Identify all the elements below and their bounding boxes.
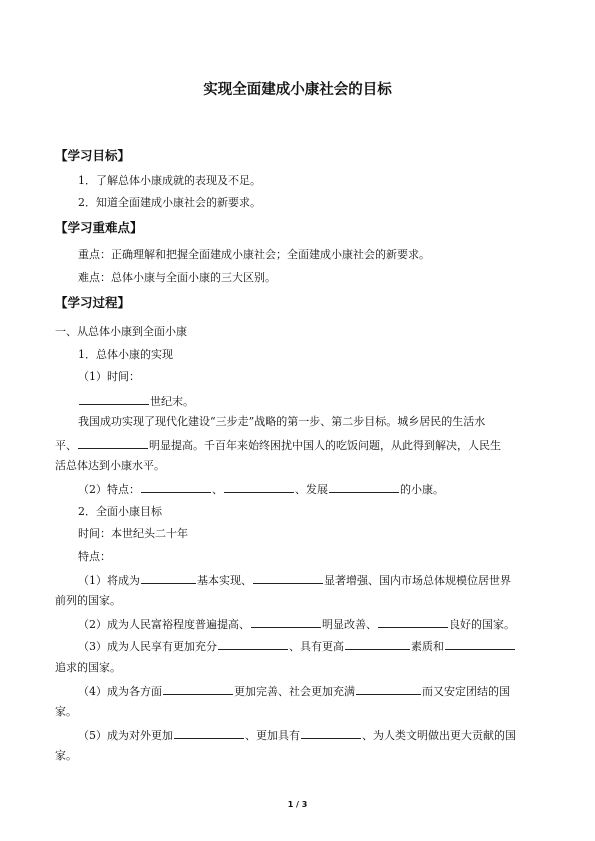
fill-blank[interactable] — [301, 727, 361, 739]
time-label: （1）时间： — [78, 370, 140, 383]
sub-heading-1: 1．总体小康的实现 — [78, 348, 173, 361]
paragraph-line: 活总体达到小康水平。 — [55, 459, 165, 472]
key-focus: 重点：正确理解和把握全面建成小康社会；全面建成小康社会的新要求。 — [78, 248, 430, 261]
feature-5: （5）成为对外更加 、更加具有 、为人类文明做出更大贡献的国 — [78, 729, 516, 742]
section-heading-process: 【学习过程】 — [55, 295, 131, 310]
traits-line: （2）特点： 、 、发展 的小康。 — [78, 483, 444, 496]
fill-blank[interactable] — [141, 481, 211, 493]
paragraph-line: 平、 明显提高。千百年来始终困扰中国人的吃饭问题，从此得到解决，人民生 — [55, 439, 501, 452]
feature-4: （4）成为各方面 更加完善、社会更加充满 而又安定团结的国 — [78, 685, 510, 698]
feature-1-cont: 前列的国家。 — [55, 594, 121, 607]
fill-blank[interactable] — [141, 572, 196, 584]
fill-blank[interactable] — [251, 616, 321, 628]
fill-blank[interactable] — [174, 727, 244, 739]
fill-blank[interactable] — [78, 437, 148, 449]
sub-heading-2: 2．全面小康目标 — [78, 505, 162, 518]
fill-blank[interactable] — [445, 638, 515, 650]
feature-2: （2）成为人民富裕程度普遍提高、 明显改善、 良好的国家。 — [78, 618, 515, 631]
fill-blank[interactable] — [253, 572, 323, 584]
fill-blank[interactable] — [329, 481, 399, 493]
paragraph-line: 我国成功实现了现代化建设“三步走”战略的第一步、第二步目标。城乡居民的生活水 — [78, 415, 486, 428]
page-title: 实现全面建成小康社会的目标 — [203, 82, 392, 98]
goal-item-2: 2．知道全面建成小康社会的新要求。 — [78, 196, 261, 209]
feature-1: （1）将成为 基本实现、 显著增强、国内市场总体规模位居世界 — [78, 574, 511, 587]
fill-blank[interactable] — [218, 638, 288, 650]
part-heading-1: 一、从总体小康到全面小康 — [55, 325, 187, 338]
fill-blank[interactable] — [79, 393, 149, 405]
feature-5-cont: 家。 — [55, 749, 77, 762]
feature-4-cont: 家。 — [55, 705, 77, 718]
section-heading-goals: 【学习目标】 — [55, 148, 131, 163]
feature-3: （3）成为人民享有更加充分 、具有更高 素质和 — [78, 638, 516, 654]
goal-item-1: 1．了解总体小康成就的表现及不足。 — [78, 174, 261, 187]
century-line: 世纪末。 — [78, 393, 194, 409]
key-difficulty: 难点：总体小康与全面小康的三大区别。 — [78, 271, 276, 284]
fill-blank[interactable] — [345, 638, 410, 650]
traits-label-2: 特点： — [78, 550, 111, 563]
fill-blank[interactable] — [163, 683, 233, 695]
time-line-2: 时间：本世纪头二十年 — [78, 527, 188, 540]
feature-3-cont: 追求的国家。 — [55, 661, 121, 674]
fill-blank[interactable] — [378, 616, 448, 628]
fill-blank[interactable] — [356, 683, 421, 695]
fill-blank[interactable] — [224, 481, 294, 493]
page-number: 1 / 3 — [287, 800, 308, 809]
section-heading-key-points: 【学习重难点】 — [55, 220, 143, 235]
